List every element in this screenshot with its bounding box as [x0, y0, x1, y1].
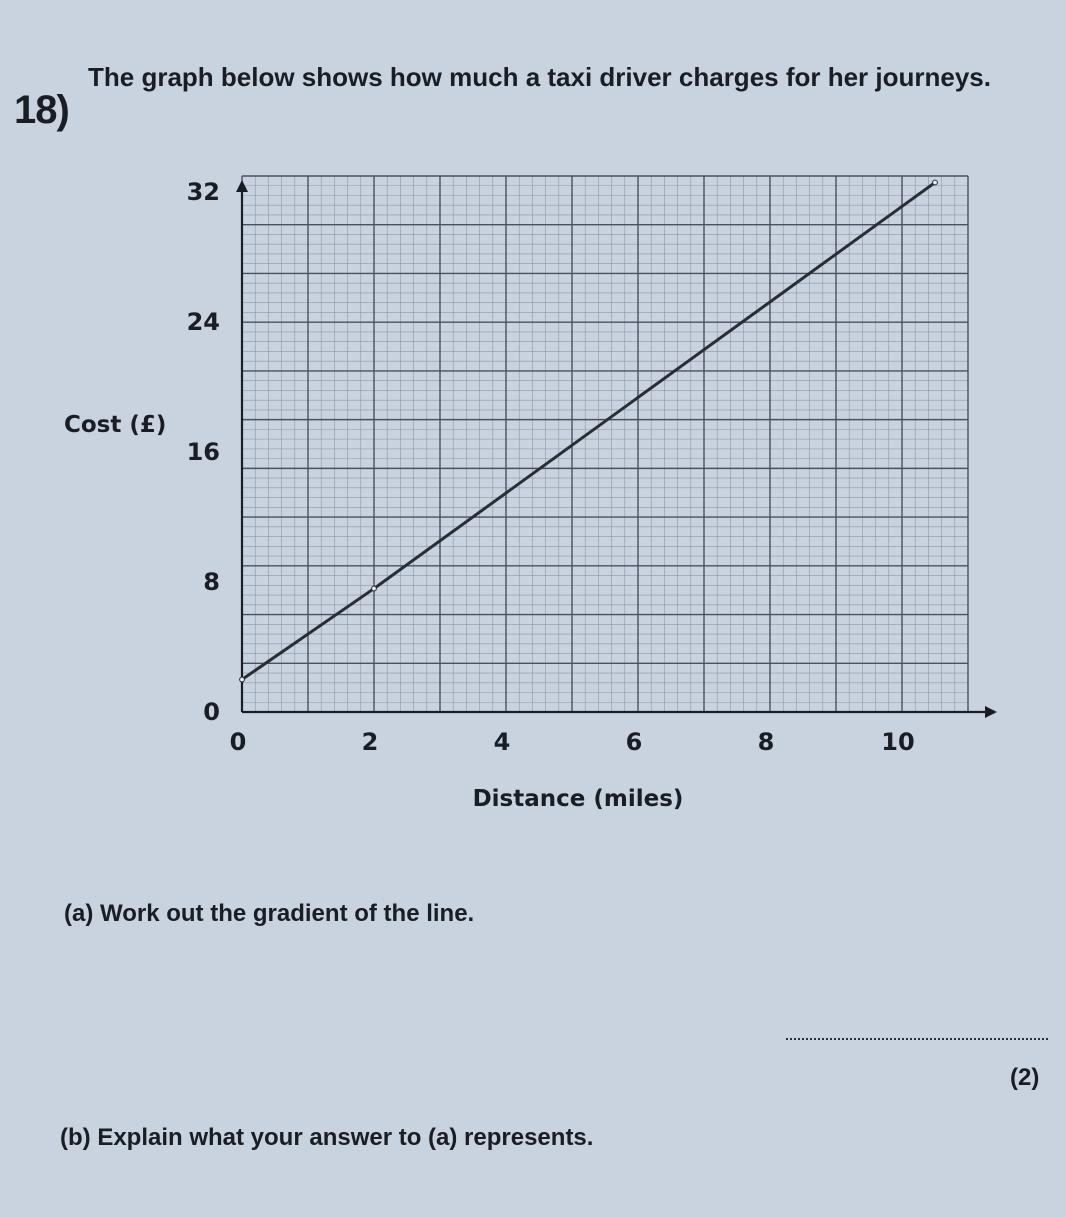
- tick-labels: [187, 178, 915, 756]
- x-tick-label: 2: [361, 728, 379, 756]
- x-tick-label: 6: [625, 728, 643, 756]
- x-tick-label: 10: [881, 728, 915, 756]
- y-axis-title: Cost (£): [64, 412, 167, 438]
- x-tick-label: 8: [757, 728, 775, 756]
- part-b-question: (b) Explain what your answer to (a) represents.: [60, 1124, 594, 1151]
- question-stem: The graph below shows how much a taxi driver charges for her journeys.: [88, 62, 991, 92]
- answer-line[interactable]: [786, 1038, 1048, 1040]
- y-tick-label: 8: [203, 568, 220, 597]
- y-tick-label: 16: [186, 438, 220, 467]
- x-tick-label: 4: [493, 728, 511, 756]
- y-tick-label: 24: [186, 308, 220, 337]
- marks-label: (2): [1010, 1064, 1040, 1091]
- x-axis-title: Distance (miles): [472, 786, 684, 812]
- minor-grid: [242, 176, 968, 712]
- part-a-question: (a) Work out the gradient of the line.: [64, 900, 475, 927]
- x-tick-label: 0: [229, 728, 247, 756]
- major-grid: [242, 176, 968, 712]
- x-axis-arrowhead: [985, 706, 997, 718]
- series: [240, 180, 938, 682]
- y-tick-label: 0: [203, 698, 220, 726]
- y-tick-label: 32: [186, 178, 220, 207]
- series-point: [933, 180, 938, 185]
- series-point: [372, 586, 377, 591]
- question-number: 18): [14, 88, 69, 132]
- series-point: [240, 677, 245, 682]
